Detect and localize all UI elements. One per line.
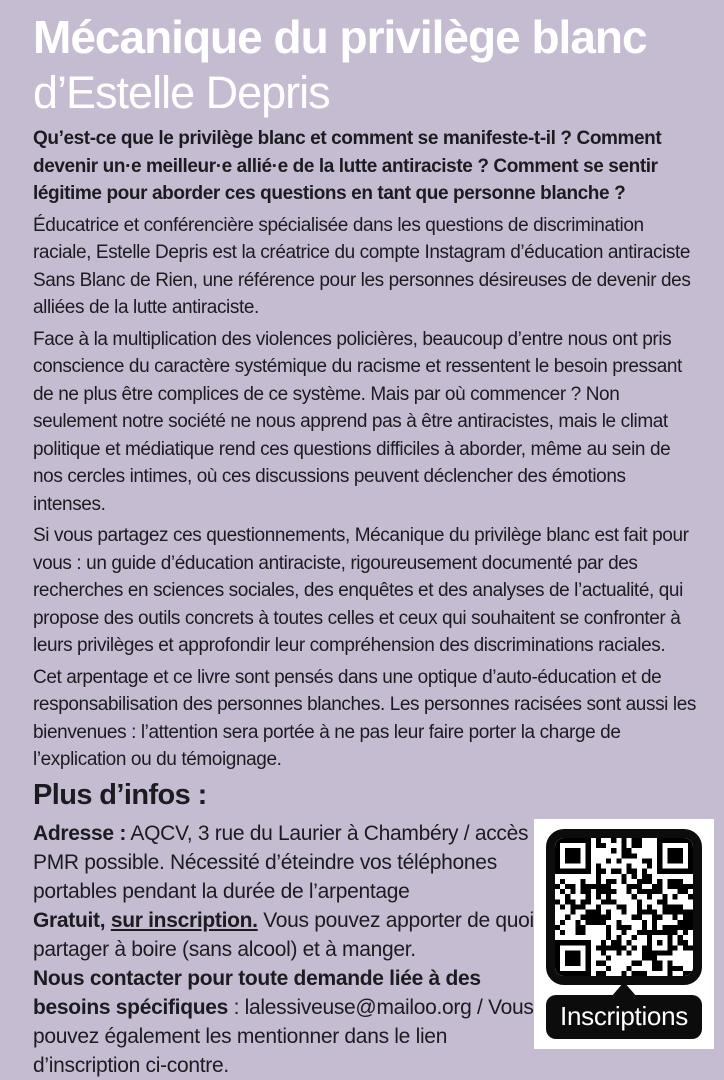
address-label: Adresse : [33, 821, 127, 845]
infos-section [33, 819, 698, 1080]
title-line-1: Mécanique du privilège blanc [33, 11, 647, 63]
paragraph-context: Face à la multiplication des violences policières, beaucoup d’entre nous ont pris conscience du caractère systémique du racisme et ressentent le besoin pressant de ne plus être complices de ce système. Mais par où commencer ? Non seulement notre société ne nous apprend pas à être antiracistes, mais le climat politique et médiatique rend ces questions difficiles à aborder, même au sein de nos cercles intimes, où ces discussions peuvent déclencher des émotions intenses. [33, 328, 682, 515]
free-entry-line [33, 906, 534, 964]
address-line [33, 819, 534, 906]
qr-frame [546, 829, 702, 985]
contact-text: : lalessiveuse@mailoo.org / Vous pouvez également les mentionner dans le lien d’inscription ci-contre. [33, 995, 534, 1077]
intro-questions: Qu’est-ce que le privilège blanc et comment se manifeste-t-il ? Comment devenir un·e meilleur·e allié·e de la lutte antiraciste ? Comment se sentir légitime pour aborder ces questions en tant que personne blanche ? [33, 128, 662, 204]
inscriptions-badge[interactable] [546, 995, 702, 1039]
registration-required-label: sur inscription. [110, 908, 258, 932]
qr-card [534, 819, 714, 1049]
free-label: Gratuit, [33, 908, 111, 932]
inscriptions-label: Inscriptions [560, 1001, 688, 1031]
paragraph-author: Éducatrice et conférencière spécialisée dans les questions de discrimination raciale, Estelle Depris est la créatrice du compte Instagram d’éducation antiraciste Sans Blanc de Rien, une référence pour les personnes désireuses de devenir des alliées de la lutte antiraciste. [33, 214, 691, 318]
free-text: Vous pouvez apporter de quoi partager à boire (sans alcool) et à manger. [33, 908, 534, 961]
contact-line [33, 964, 534, 1080]
paragraph-book: Si vous partagez ces questionnements, Mécanique du privilège blanc est fait pour vous : un guide d’éducation antiraciste, rigoureusement documenté par des recherches en sciences sociales, des enquêtes et des analyses de l’actualité, qui propose des outils concrets à toutes celles et ceux qui souhaitent se confronter à leurs privilèges et approfondir leur compréhension des discriminations raciales. [33, 525, 689, 656]
paragraph-audience: Cet arpentage et ce livre sont pensés dans une optique d’auto-éducation et de responsabilisation des personnes blanches. Les personnes racisées sont aussi les bienvenues : l’attention sera portée à ne pas leur faire porter la charge de l’explication ou du témoignage. [33, 666, 696, 770]
title-line-2: d’Estelle Depris [33, 67, 330, 118]
page-title [33, 10, 698, 120]
infos-text [33, 819, 534, 1080]
address-text: AQCV, 3 rue du Laurier à Chambéry / accès PMR possible. Nécessité d’éteindre vos téléphones portables pendant la durée de l’arpentage [33, 821, 529, 903]
qr-code[interactable] [555, 838, 693, 976]
contact-label: Nous contacter pour toute demande liée à des besoins spécifiques [33, 966, 481, 1019]
infos-heading: Plus d’infos : [33, 778, 207, 811]
